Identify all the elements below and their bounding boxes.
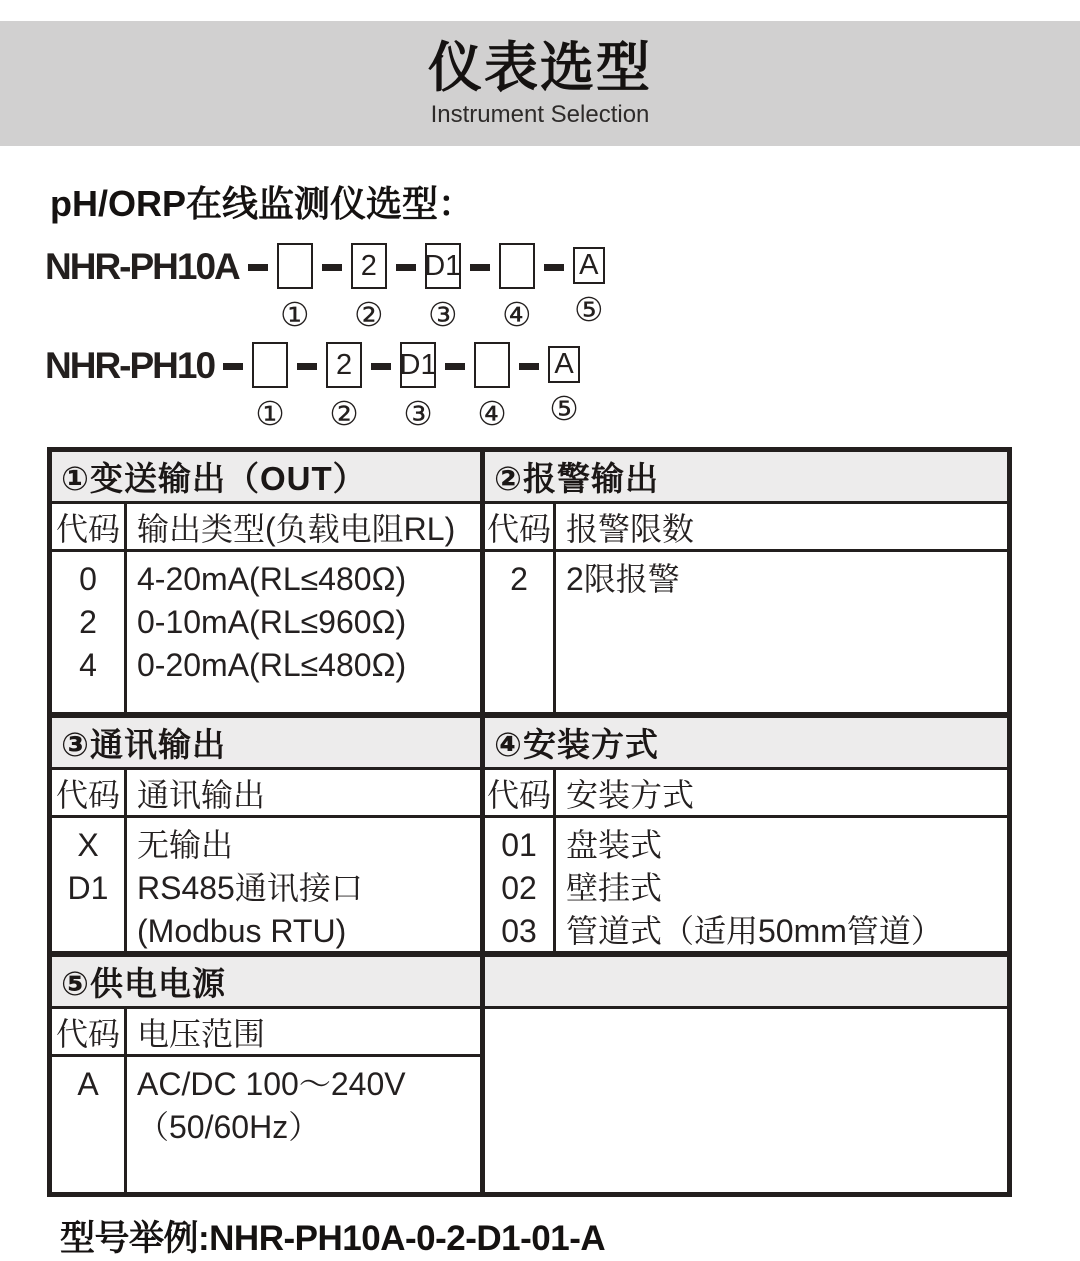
band-title: ④安装方式 xyxy=(485,718,1007,770)
code-segment-5 xyxy=(573,243,605,327)
code-box xyxy=(474,342,510,388)
cell-code xyxy=(52,910,124,953)
table-section-mounting xyxy=(485,718,1007,951)
segment-number: ② xyxy=(329,395,359,432)
band-title: ⑤供电电源 xyxy=(52,957,480,1009)
column-header-row xyxy=(52,770,480,818)
col-header-code: 代码 xyxy=(52,770,127,815)
col-header-code: 代码 xyxy=(485,770,556,815)
column-header-row xyxy=(485,504,1007,552)
segment-number: ⑤ xyxy=(549,390,579,427)
code-box: A xyxy=(573,247,605,284)
code-segment-3 xyxy=(400,342,436,431)
cell-code: 2 xyxy=(510,561,528,597)
model-diagram-nhr-ph10 xyxy=(45,342,1080,431)
col-header-desc: 输出类型(负载电阻RL) xyxy=(137,510,456,547)
table-section-comm-output xyxy=(52,718,485,951)
cell-code: 4 xyxy=(79,647,97,683)
table-band-3 xyxy=(52,951,1007,1192)
dash-separator xyxy=(396,264,416,271)
cell-desc: （50/60Hz） xyxy=(137,1109,321,1145)
page-subtitle: Instrument Selection xyxy=(430,101,650,128)
code-segment-5 xyxy=(548,342,580,426)
cell-desc: (Modbus RTU) xyxy=(137,913,347,949)
cell-desc: 2限报警 xyxy=(566,561,680,597)
dash-separator xyxy=(470,264,490,271)
code-column xyxy=(52,818,127,951)
code-box: D1 xyxy=(400,342,436,388)
cell-desc: 0-10mA(RL≤960Ω) xyxy=(137,604,407,640)
segment-number: ② xyxy=(353,296,384,333)
cell-desc: RS485通讯接口 xyxy=(137,870,363,906)
col-header-desc: 安装方式 xyxy=(566,776,695,813)
data-area xyxy=(52,1057,480,1192)
desc-column xyxy=(556,818,1007,951)
column-header-row xyxy=(485,770,1007,818)
code-box xyxy=(252,342,288,388)
dash-separator xyxy=(248,264,268,271)
page-title: 仪表选型 xyxy=(428,38,652,98)
model-example: 型号举例:NHR-PH10A-0-2-D1-01-A xyxy=(60,1219,606,1258)
table-band-2 xyxy=(52,712,1007,951)
cell-desc: 盘装式 xyxy=(566,827,663,863)
band-title: ③通讯输出 xyxy=(52,718,480,770)
selection-table xyxy=(47,447,1012,1197)
dash-separator xyxy=(445,363,465,370)
cell-code: 01 xyxy=(501,827,537,863)
col-header-desc: 电压范围 xyxy=(137,1015,266,1052)
segment-number: ① xyxy=(255,395,285,432)
cell-code xyxy=(52,1106,124,1149)
table-section-transmit-output xyxy=(52,452,485,712)
code-column xyxy=(52,1057,127,1192)
desc-column xyxy=(127,818,480,951)
model-diagram-nhr-ph10a xyxy=(45,243,1080,332)
column-header-row xyxy=(52,1009,480,1057)
col-header-code: 代码 xyxy=(52,1009,127,1054)
code-box xyxy=(277,243,313,289)
cell-desc: 管道式（适用50mm管道） xyxy=(566,913,943,949)
column-header-row xyxy=(52,504,480,552)
cell-code: D1 xyxy=(67,870,109,906)
code-box: D1 xyxy=(425,243,461,289)
cell-desc: AC/DC 100～240V xyxy=(137,1066,406,1102)
cell-code: 2 xyxy=(79,604,97,640)
col-header-code: 代码 xyxy=(52,504,127,549)
code-segment-2 xyxy=(351,243,387,332)
code-column xyxy=(52,552,127,712)
code-segment-2 xyxy=(326,342,362,431)
page-header xyxy=(0,21,1080,146)
segment-number: ⑤ xyxy=(573,291,604,328)
data-area xyxy=(485,818,1007,951)
code-column xyxy=(485,552,556,712)
col-header-desc: 报警限数 xyxy=(566,510,695,547)
segment-number: ④ xyxy=(477,395,507,432)
table-band-1 xyxy=(52,452,1007,712)
model-number: NHR-PH10A xyxy=(45,246,239,287)
table-section-power-supply xyxy=(52,957,485,1192)
desc-column xyxy=(556,552,1007,712)
data-area xyxy=(485,552,1007,712)
cell-code: 03 xyxy=(501,913,537,949)
col-header-desc: 通讯输出 xyxy=(137,776,266,813)
cell-desc: 无输出 xyxy=(137,827,234,863)
empty-cell xyxy=(485,1009,1007,1192)
dash-separator xyxy=(322,264,342,271)
dash-separator xyxy=(223,363,243,370)
code-box: 2 xyxy=(351,243,387,289)
table-section-alarm-output xyxy=(485,452,1007,712)
code-box: A xyxy=(548,346,580,383)
code-box xyxy=(499,243,535,289)
code-box: 2 xyxy=(326,342,362,388)
code-segment-3 xyxy=(425,243,461,332)
code-segment-4 xyxy=(499,243,535,332)
band-title: ②报警输出 xyxy=(485,452,1007,504)
desc-column xyxy=(127,1057,480,1192)
segment-number: ① xyxy=(279,296,310,333)
model-number: NHR-PH10 xyxy=(45,345,215,386)
code-column xyxy=(485,818,556,951)
dash-separator xyxy=(297,363,317,370)
code-segment-1 xyxy=(252,342,288,431)
cell-code: A xyxy=(77,1066,99,1102)
dash-separator xyxy=(371,363,391,370)
data-area xyxy=(52,818,480,951)
desc-column xyxy=(127,552,480,712)
band-title-empty xyxy=(485,957,1007,1009)
code-segment-1 xyxy=(277,243,313,332)
cell-desc: 4-20mA(RL≤480Ω) xyxy=(137,561,407,597)
segment-number: ③ xyxy=(427,296,458,333)
data-area xyxy=(52,552,480,712)
cell-code: 0 xyxy=(79,561,97,597)
dash-separator xyxy=(544,264,564,271)
col-header-code: 代码 xyxy=(485,504,556,549)
segment-number: ③ xyxy=(403,395,433,432)
section-heading: pH/ORP在线监测仪选型： xyxy=(50,183,475,224)
cell-desc: 0-20mA(RL≤480Ω) xyxy=(137,647,407,683)
cell-code: X xyxy=(77,827,99,863)
dash-separator xyxy=(519,363,539,370)
band-title: ①变送输出（OUT） xyxy=(52,452,480,504)
cell-desc: 壁挂式 xyxy=(566,870,663,906)
table-section-empty xyxy=(485,957,1007,1192)
code-segment-4 xyxy=(474,342,510,431)
cell-code: 02 xyxy=(501,870,537,906)
model-diagrams xyxy=(45,243,1080,431)
segment-number: ④ xyxy=(501,296,532,333)
